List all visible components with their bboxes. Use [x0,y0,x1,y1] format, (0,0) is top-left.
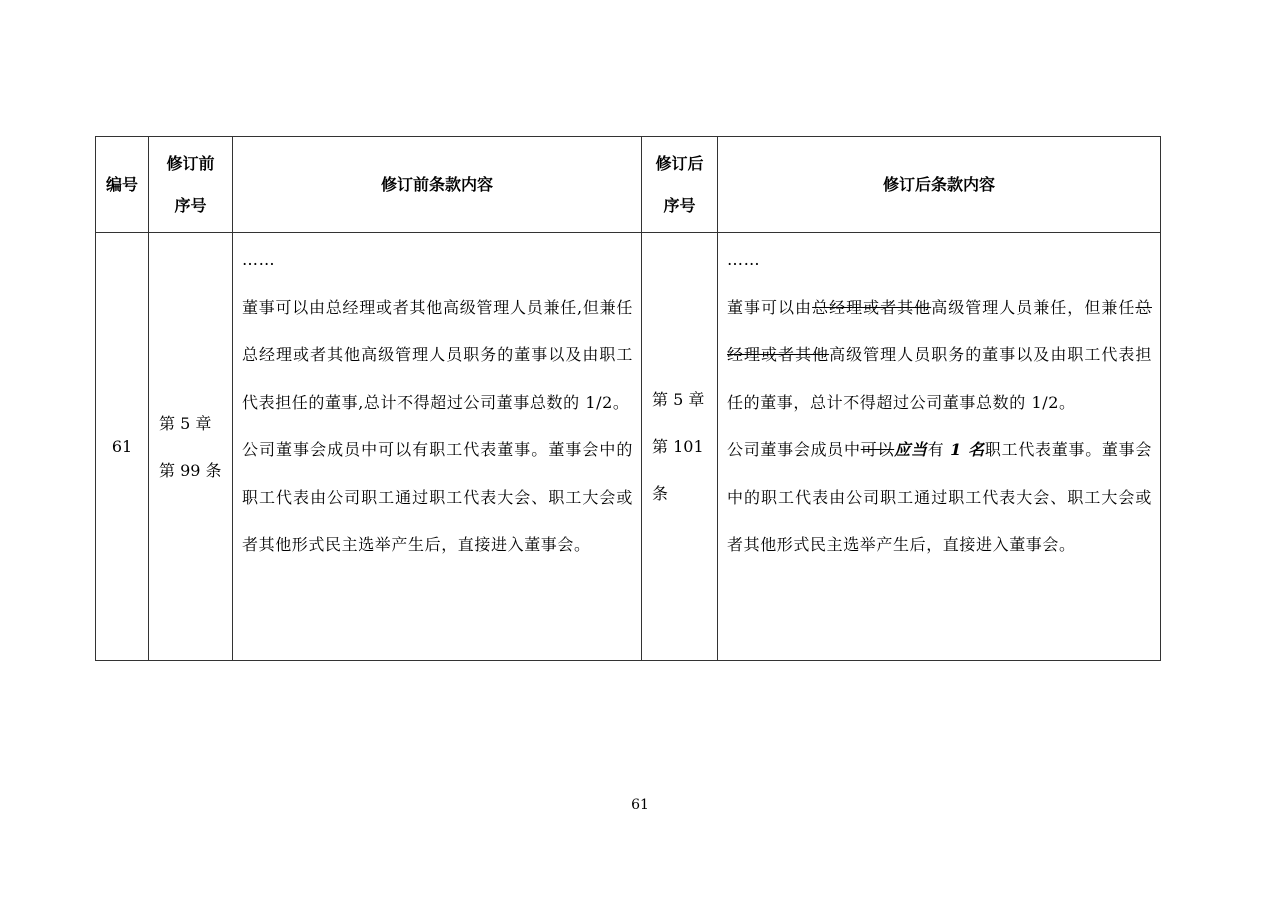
table-header-row [96,137,1161,233]
after-p2-text-a: 公司董事会成员中 [727,440,861,459]
after-p1-text-b: 高级管理人员兼任，但兼任 [931,297,1136,317]
before-seq-article: 第 99 条 [159,460,222,480]
after-p2-deleted: 可以 [860,440,895,459]
after-paragraph-1 [727,284,1152,427]
after-ellipsis: …… [727,250,761,269]
after-seq-article-suffix: 条 [652,484,669,503]
header-after-content: 修订后条款内容 [718,137,1161,233]
header-no: 编号 [96,137,149,233]
before-paragraph-2: 公司董事会成员中可以有职工代表董事。董事会中的职工代表由公司职工通过职工代表大会、职工大会或者其他形式民主选举产生后，直接进入董事会。 [242,440,633,554]
after-paragraph-2 [727,426,1152,569]
after-p1-deleted-2: 总经理或者其他 [727,297,1152,364]
before-seq-chapter: 第 5 章 [159,413,212,433]
after-p1-text-c: 高级管理人员职务的董事以及由职工代表担任的董事，总计不得超过公司董事总数的 1/2。 [727,345,1152,412]
revision-table [95,136,1161,661]
header-before-seq [149,137,233,233]
table-row [96,233,1161,661]
page-number: 61 [631,797,649,813]
after-p1-text-a: 董事可以由 [727,297,813,317]
header-before-content: 修订前条款内容 [233,137,642,233]
before-ellipsis: …… [242,250,276,269]
header-after-seq-line2: 序号 [663,195,696,215]
after-p1-deleted-1: 总经理或者其他 [812,297,932,317]
before-content [233,233,642,661]
after-seq-chapter: 第 5 章 [652,390,705,409]
after-content [718,233,1161,661]
before-paragraph-1: 董事可以由总经理或者其他高级管理人员兼任,但兼任总经理或者其他高级管理人员职务的董事以及由职工代表担任的董事,总计不得超过公司董事总数的 1/2。 [242,297,633,412]
after-seq-article: 第 101 [652,437,704,456]
after-p2-inserted-1: 应当 [894,440,928,459]
header-before-seq-line2: 序号 [174,195,207,215]
after-seq [642,233,718,661]
header-after-seq-line1: 修订后 [655,153,704,173]
header-before-seq-line1: 修订前 [166,153,215,173]
after-p2-text-b: 有 [927,440,951,459]
header-after-seq [642,137,718,233]
after-p2-text-c: 职工代表董事。董事会中的职工代表由公司职工通过职工代表大会、职工大会或者其他形式民主选举产生后，直接进入董事会。 [727,440,1152,554]
row-number: 61 [96,233,149,661]
after-p2-inserted-2: 1 名 [950,440,985,459]
before-seq [149,233,233,661]
